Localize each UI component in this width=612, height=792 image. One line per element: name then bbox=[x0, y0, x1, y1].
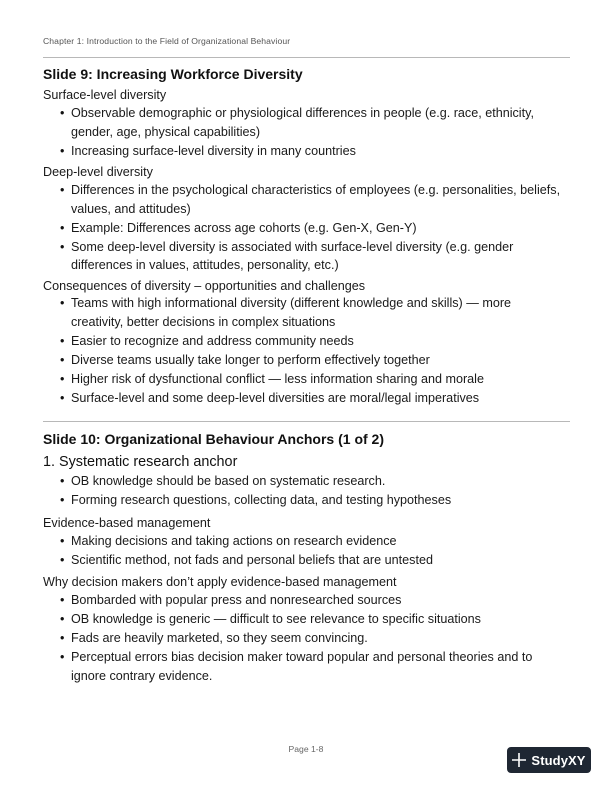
consequences-list bbox=[71, 294, 566, 407]
list-item: • Higher risk of dysfunctional conflict — less information sharing and morale bbox=[71, 370, 566, 389]
list-item: • Example: Differences across age cohorts (e.g. Gen-X, Gen-Y) bbox=[71, 219, 566, 238]
list-item: • Perceptual errors bias decision maker toward popular and personal theories and to ignore contrary evidence. bbox=[71, 648, 566, 685]
surface-level-label: Surface-level diversity bbox=[43, 88, 167, 102]
list-item: • Making decisions and taking actions on research evidence bbox=[71, 532, 566, 551]
anchor-list bbox=[71, 472, 566, 510]
list-item: • Fads are heavily marketed, so they seem convincing. bbox=[71, 629, 566, 648]
header-divider bbox=[43, 57, 570, 58]
surface-level-list bbox=[71, 104, 566, 160]
evidence-based-management-label: Evidence-based management bbox=[43, 516, 211, 530]
page-number: Page 1-8 bbox=[288, 744, 324, 754]
slide10-title: Slide 10: Organizational Behaviour Anchors (1 of 2) bbox=[43, 431, 384, 447]
chapter-header: Chapter 1: Introduction to the Field of Organizational Behaviour bbox=[43, 36, 291, 46]
why-not-ebm-label: Why decision makers don’t apply evidence-based management bbox=[43, 575, 397, 589]
list-item: • Forming research questions, collecting data, and testing hypotheses bbox=[71, 491, 566, 510]
list-item: • Teams with high informational diversity (different knowledge and skills) — more creativity, better decisions in complex situations bbox=[71, 294, 566, 331]
consequences-label: Consequences of diversity – opportunities and challenges bbox=[43, 279, 366, 293]
list-item: • Scientific method, not fads and personal beliefs that are untested bbox=[71, 551, 566, 570]
deep-level-label: Deep-level diversity bbox=[43, 165, 153, 179]
studyxy-logo-text: StudyXY bbox=[531, 752, 586, 768]
list-item: • Differences in the psychological characteristics of employees (e.g. personalities, beliefs, values, and attitudes) bbox=[71, 181, 566, 218]
studyxy-logo-badge[interactable] bbox=[507, 747, 591, 773]
ebm-list bbox=[71, 532, 566, 570]
list-item: • Surface-level and some deep-level diversities are moral/legal imperatives bbox=[71, 389, 566, 408]
list-item: • Easier to recognize and address community needs bbox=[71, 332, 566, 351]
slide9-title: Slide 9: Increasing Workforce Diversity bbox=[43, 66, 303, 82]
list-item: • OB knowledge is generic — difficult to see relevance to specific situations bbox=[71, 610, 566, 629]
list-item: • OB knowledge should be based on systematic research. bbox=[71, 472, 566, 491]
list-item: • Diverse teams usually take longer to perform effectively together bbox=[71, 351, 566, 370]
systematic-research-anchor-label: 1. Systematic research anchor bbox=[43, 454, 238, 470]
plus-sparkle-icon bbox=[512, 753, 526, 767]
list-item: • Bombarded with popular press and nonresearched sources bbox=[71, 591, 566, 610]
section-divider bbox=[43, 421, 570, 422]
deep-level-list bbox=[71, 181, 566, 275]
why-not-ebm-list bbox=[71, 591, 566, 685]
list-item: • Increasing surface-level diversity in many countries bbox=[71, 142, 566, 161]
list-item: • Observable demographic or physiological differences in people (e.g. race, ethnicity, gender, age, physical capabilities) bbox=[71, 104, 566, 141]
list-item: • Some deep-level diversity is associated with surface-level diversity (e.g. gender differences in values, attitudes, personality, etc.) bbox=[71, 238, 566, 275]
